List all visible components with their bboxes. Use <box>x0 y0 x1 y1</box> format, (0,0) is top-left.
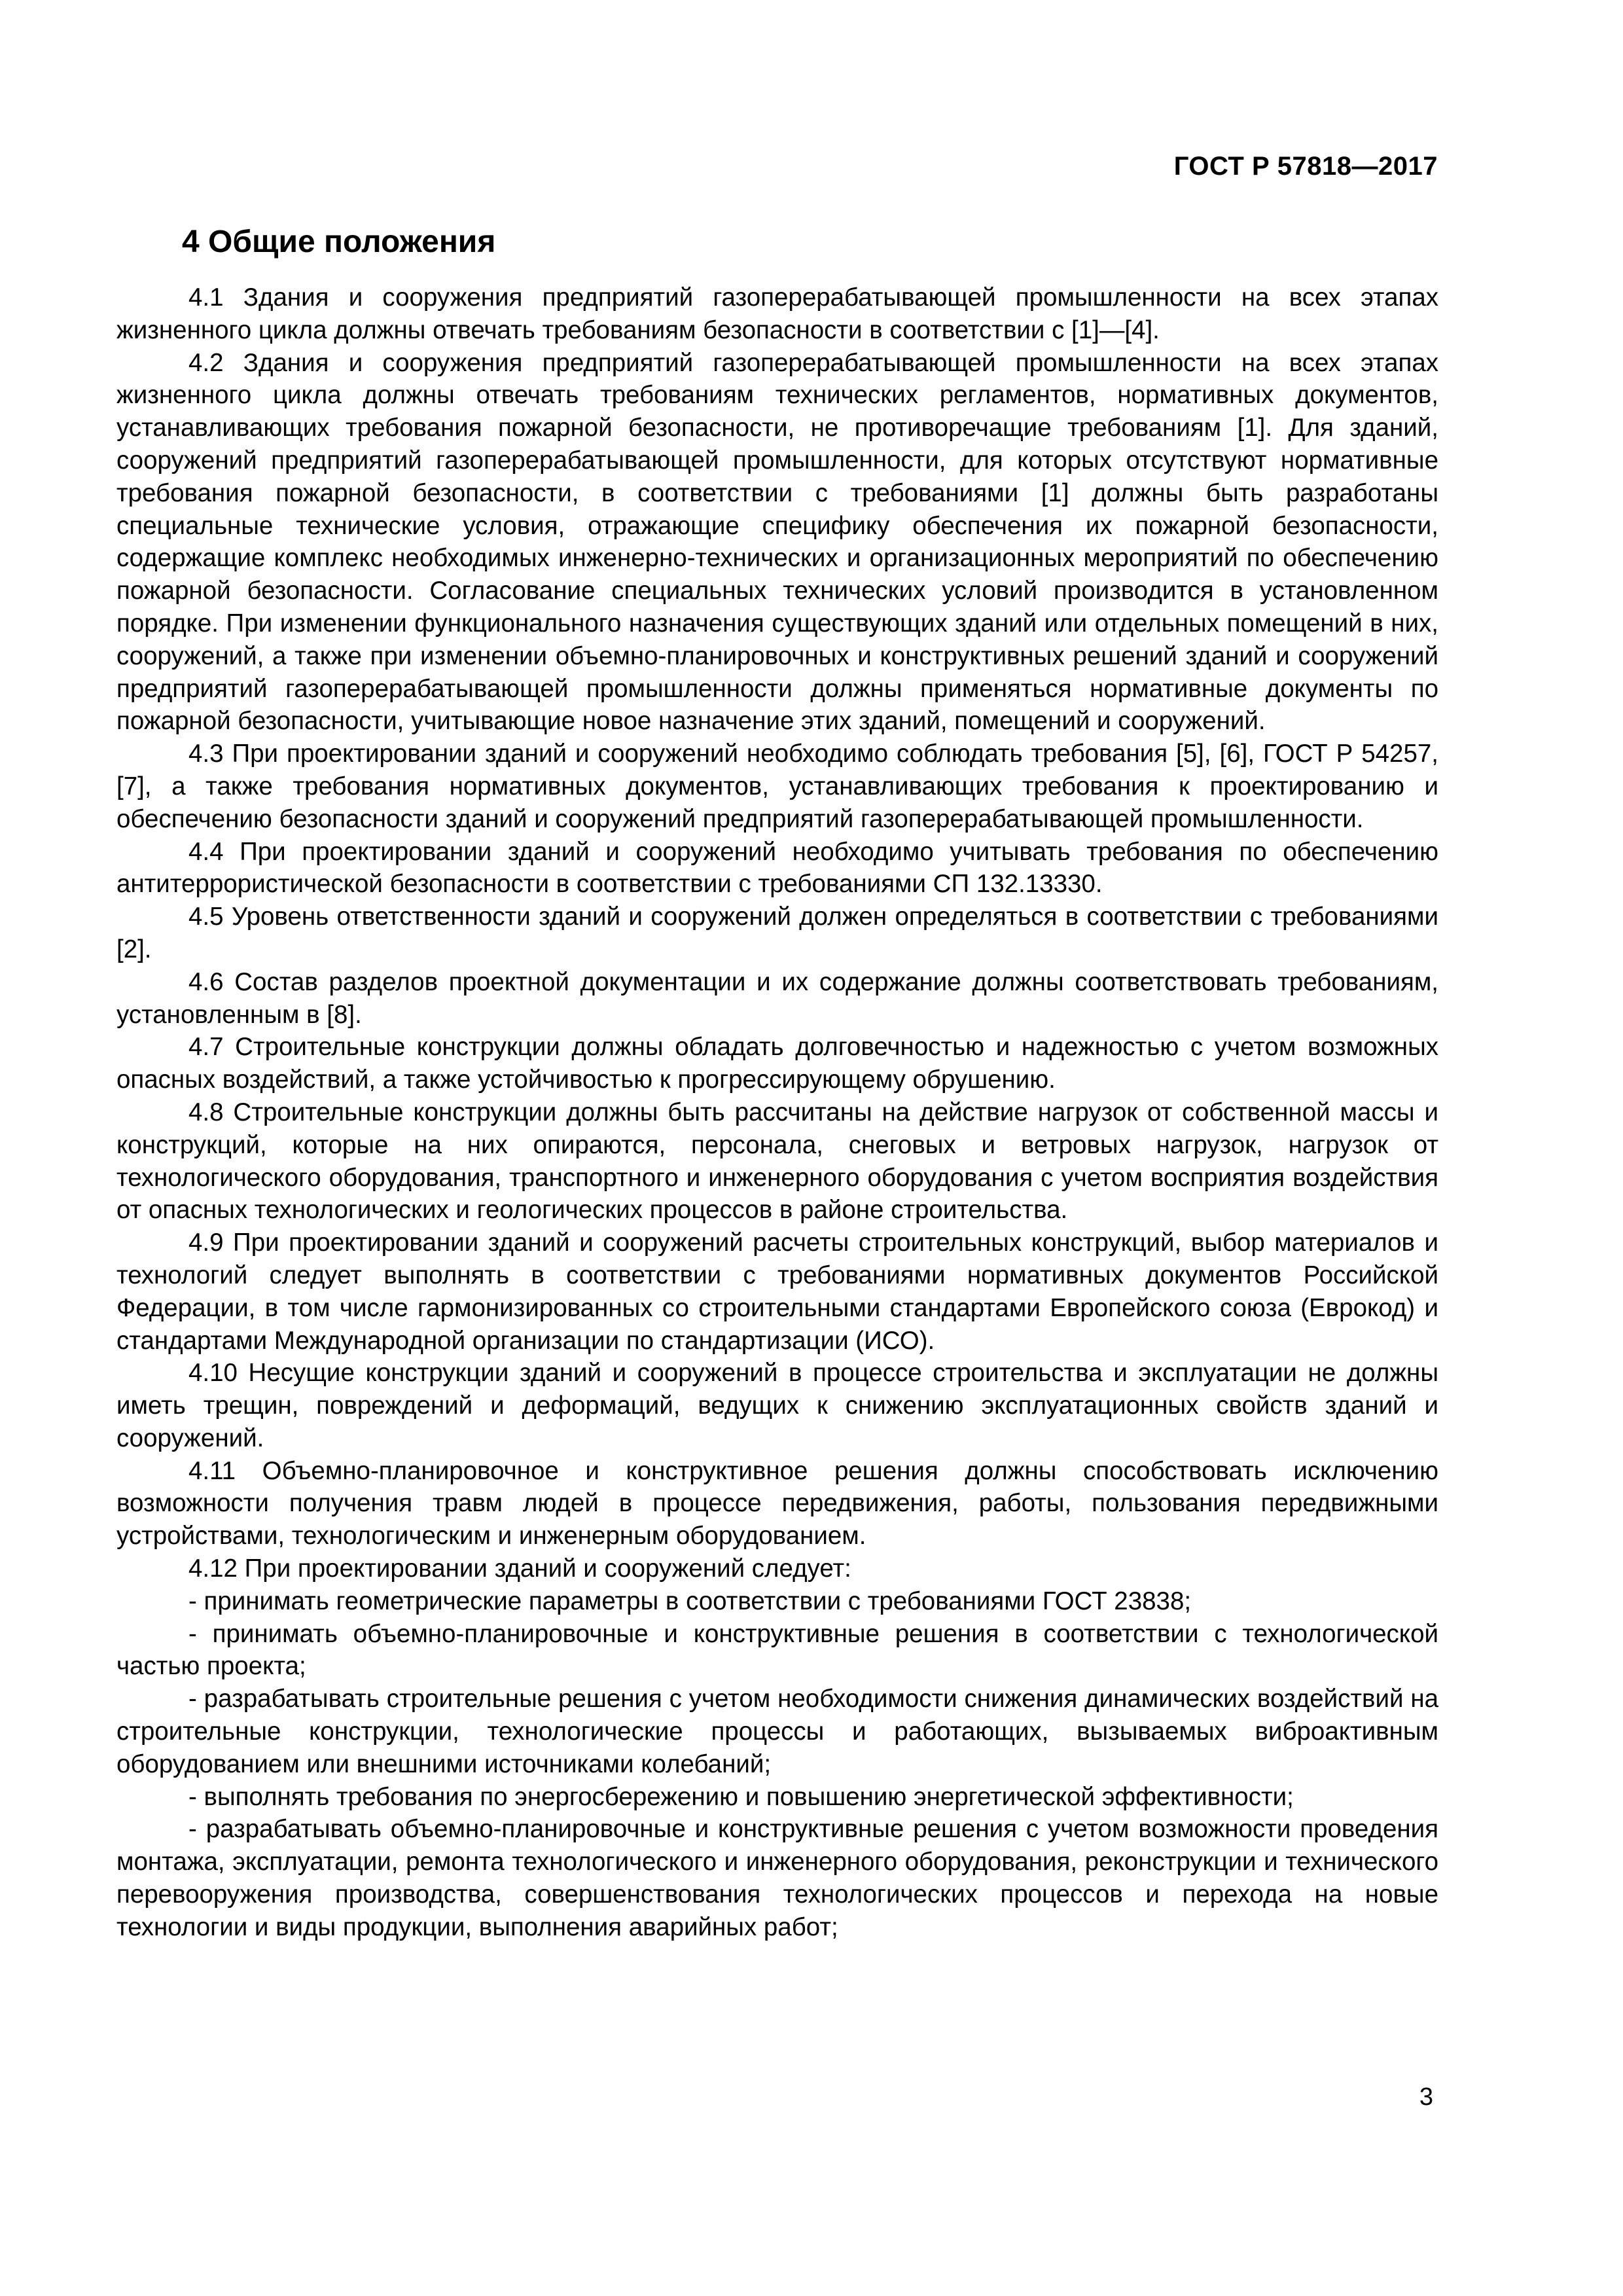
document-code-header: ГОСТ Р 57818—2017 <box>1173 152 1438 181</box>
paragraph-4-5: 4.5 Уровень ответственности зданий и сооружений должен определяться в соответствии с требованиями [2]. <box>116 903 1438 963</box>
paragraph-4-4: 4.4 При проектировании зданий и сооружений необходимо учитывать требования по обеспечению антитеррористической безопасности в соответствии с требованиями СП 132.13330. <box>116 837 1438 899</box>
paragraph-4-8: 4.8 Строительные конструкции должны быть рассчитаны на действие нагрузок от собственной массы и конструкций, которые на них опираются, персонала, снеговых и ветровых нагрузок, нагрузок от технологического оборудования, транспортного и инженерного оборудования с учетом восприятия воздействия от опасных технологических и геологических процессов в районе строительства. <box>116 1098 1438 1225</box>
paragraph-4-6: 4.6 Состав разделов проектной документации и их содержание должны соответствовать требованиям, установленным в [8]. <box>116 967 1438 1029</box>
list-item: - разрабатывать строительные решения с учетом необходимости снижения динамических воздействий на строительные конструкции, технологические процессы и работающих, вызываемых виброактивным оборудованием или внешними источниками колебаний; <box>116 1685 1438 1778</box>
document-body <box>116 281 1438 1944</box>
list-item: - принимать геометрические параметры в соответствии с требованиями ГОСТ 23838; <box>188 1587 1192 1615</box>
section-title: 4 Общие положения <box>182 224 496 259</box>
paragraph-4-3: 4.3 При проектировании зданий и сооружений необходимо соблюдать требования [5], [6], ГОСТ Р 54257, [7], а также требования нормативных документов, устанавливающих требования к проектированию и обеспечению безопасности зданий и сооружений предприятий газоперерабатывающей промышленности. <box>116 740 1438 833</box>
paragraph-4-12: 4.12 При проектировании зданий и сооружений следует: <box>188 1554 851 1583</box>
paragraph-4-2: 4.2 Здания и сооружения предприятий газоперерабатывающей промышленности на всех этапах жизненного цикла должны отвечать требованиям технических регламентов, нормативных документов, устанавливающих требования пожарной безопасности, не противоречащие требованиям [1]. Для зданий, сооружений предприятий газоперерабатывающей промышленности, для которых отсутствуют нормативные требования пожарной безопасности, в соответствии с требованиями [1] должны быть разработаны специальные технические условия, отражающие специфику обеспечения их пожарной безопасности, содержащие комплекс необходимых инженерно-технических и организационных мероприятий по обеспечению пожарной безопасности. Согласование специальных технических условий производится в установленном порядке. При изменении функционального назначения существующих зданий или отдельных помещений в них, сооружений, а также при изменении объемно-планировочных и конструктивных решений зданий и сооружений предприятий газоперерабатывающей промышленности должны применяться нормативные документы по пожарной безопасности, учитывающие новое назначение этих зданий, помещений и сооружений. <box>116 348 1438 736</box>
paragraph-4-9: 4.9 При проектировании зданий и сооружений расчеты строительных конструкций, выбор материалов и технологий следует выполнять в соответствии с требованиями нормативных документов Российской Федерации, в том числе гармонизированных со строительными стандартами Европейского союза (Еврокод) и стандартами Международной организации по стандартизации (ИСО). <box>116 1229 1438 1355</box>
paragraph-4-7: 4.7 Строительные конструкции должны обладать долговечностью и надежностью с учетом возможных опасных воздействий, а также устойчивостью к прогрессирующему обрушению. <box>116 1033 1438 1094</box>
paragraph-4-1: 4.1 Здания и сооружения предприятий газоперерабатывающей промышленности на всех этапах жизненного цикла должны отвечать требованиям безопасности в соответствии с [1]—[4]. <box>116 283 1438 344</box>
paragraph-4-11: 4.11 Объемно-планировочное и конструктивное решения должны способствовать исключению возможности получения травм людей в процессе передвижения, работы, пользования передвижными устройствами, технологическим и инженерным оборудованием. <box>116 1456 1438 1551</box>
list-item: - принимать объемно-планировочные и конструктивные решения в соответствии с технологической частью проекта; <box>116 1619 1438 1681</box>
list-item: - разрабатывать объемно-планировочные и конструктивные решения с учетом возможности проведения монтажа, эксплуатации, ремонта технологического и инженерного оборудования, реконструкции и технического перевооружения производства, совершенствования технологических процессов и перехода на новые технологии и виды продукции, выполнения аварийных работ; <box>116 1815 1438 1941</box>
page-number: 3 <box>1419 2083 1433 2111</box>
paragraph-4-10: 4.10 Несущие конструкции зданий и сооружений в процессе строительства и эксплуатации не должны иметь трещин, повреждений и деформаций, ведущих к снижению эксплуатационных свойств зданий и сооружений. <box>116 1359 1438 1452</box>
list-item: - выполнять требования по энергосбережению и повышению энергетической эффективности; <box>188 1782 1294 1811</box>
